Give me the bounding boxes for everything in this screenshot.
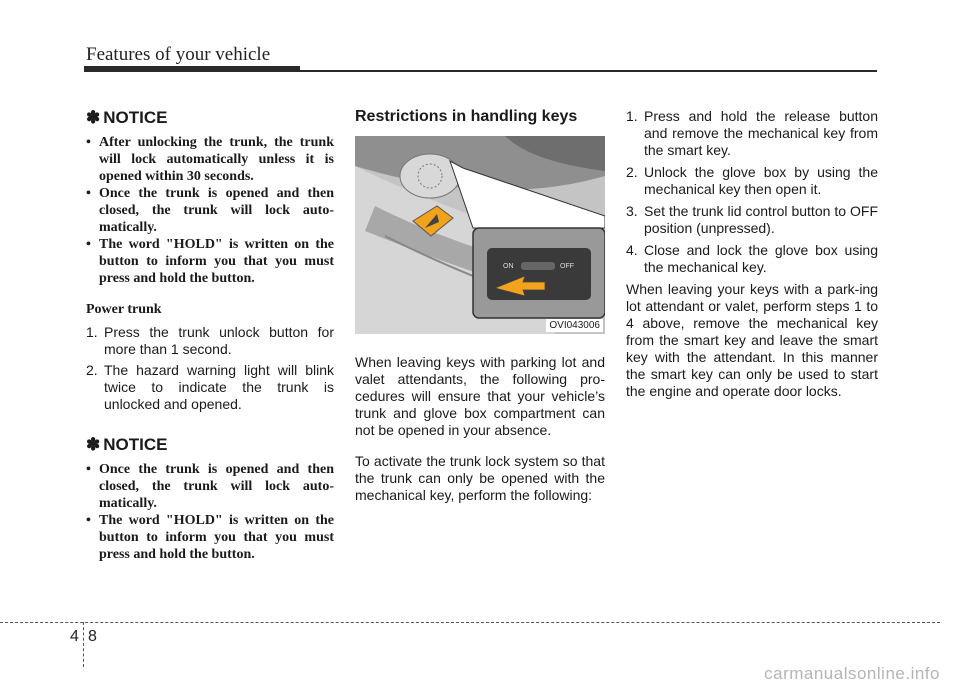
valet-steps [626, 108, 878, 276]
header-rule [300, 70, 877, 72]
glove-box-figure [355, 136, 605, 334]
page-number: 8 [88, 628, 97, 645]
list-item: 4. Close and lock the glove box using the mechanical key. [626, 242, 878, 275]
notice-list [86, 461, 334, 563]
paragraph: When leaving keys with parking lot and valet attendants, the following pro-cedures will ensure that your vehicle’s trunk and glove box compartment can not be opened in your absence. [355, 354, 605, 438]
list-item: 2. The hazard warning light will blink twice to indicate the trunk is unlocked and opened. [86, 362, 334, 412]
svg-text:ON: ON [503, 263, 514, 270]
header-bar [84, 66, 300, 72]
list-item: 3. Set the trunk lid control button to OFF position (unpressed). [626, 203, 878, 236]
power-trunk-steps [86, 324, 334, 413]
column-left [86, 108, 334, 563]
list-item: • The word "HOLD" is written on the button to inform you that you must press and hold the button. [86, 513, 334, 562]
paragraph: When leaving your keys with a park-ing lot attendant or valet, perform steps 1 to 4 above, remove the mechanical key from the smart key and leave the smart key with the attendant. In this manner the smart key can only be used to start the engine and operate door locks. [626, 281, 878, 399]
list-item: 2. Unlock the glove box by using the mechanical key then open it. [626, 164, 878, 197]
list-item: • Once the trunk is opened and then closed, the trunk will lock auto-matically. [86, 186, 334, 235]
page-header-title: Features of your vehicle [86, 44, 271, 65]
paragraph: To activate the trunk lock system so that the trunk can only be opened with the mechanical key, perform the following: [355, 453, 605, 503]
section-title: Restrictions in handling keys [355, 108, 578, 125]
list-item: 1. Press and hold the release button and remove the mechanical key from the smart key. [626, 108, 878, 158]
list-item: 1. Press the trunk unlock button for more than 1 second. [86, 324, 334, 357]
notice-title: ✽ NOTICE [86, 435, 168, 454]
list-item: • After unlocking the trunk, the trunk will lock automatically unless it is opened within 30 seconds. [86, 135, 334, 184]
column-right [626, 108, 878, 414]
figure-code-label: OVI043006 [546, 319, 603, 332]
notice-star-icon: ✽ [86, 108, 101, 127]
watermark: carmanualsonline.info [764, 664, 940, 683]
notice-title: ✽ NOTICE [86, 108, 168, 127]
page-section-number: 4 [70, 628, 79, 645]
footer-divider [83, 622, 84, 667]
glove-box-illustration [355, 136, 605, 334]
notice-star-icon: ✽ [86, 435, 101, 454]
power-trunk-heading: Power trunk [86, 302, 162, 317]
notice-list [86, 134, 334, 287]
footer-rule [0, 622, 940, 623]
list-item: • The word "HOLD" is written on the button to inform you that you must press and hold the button. [86, 237, 334, 286]
list-item: • Once the trunk is opened and then closed, the trunk will lock auto-matically. [86, 462, 334, 511]
column-middle [355, 108, 605, 518]
svg-text:OFF: OFF [560, 263, 574, 270]
